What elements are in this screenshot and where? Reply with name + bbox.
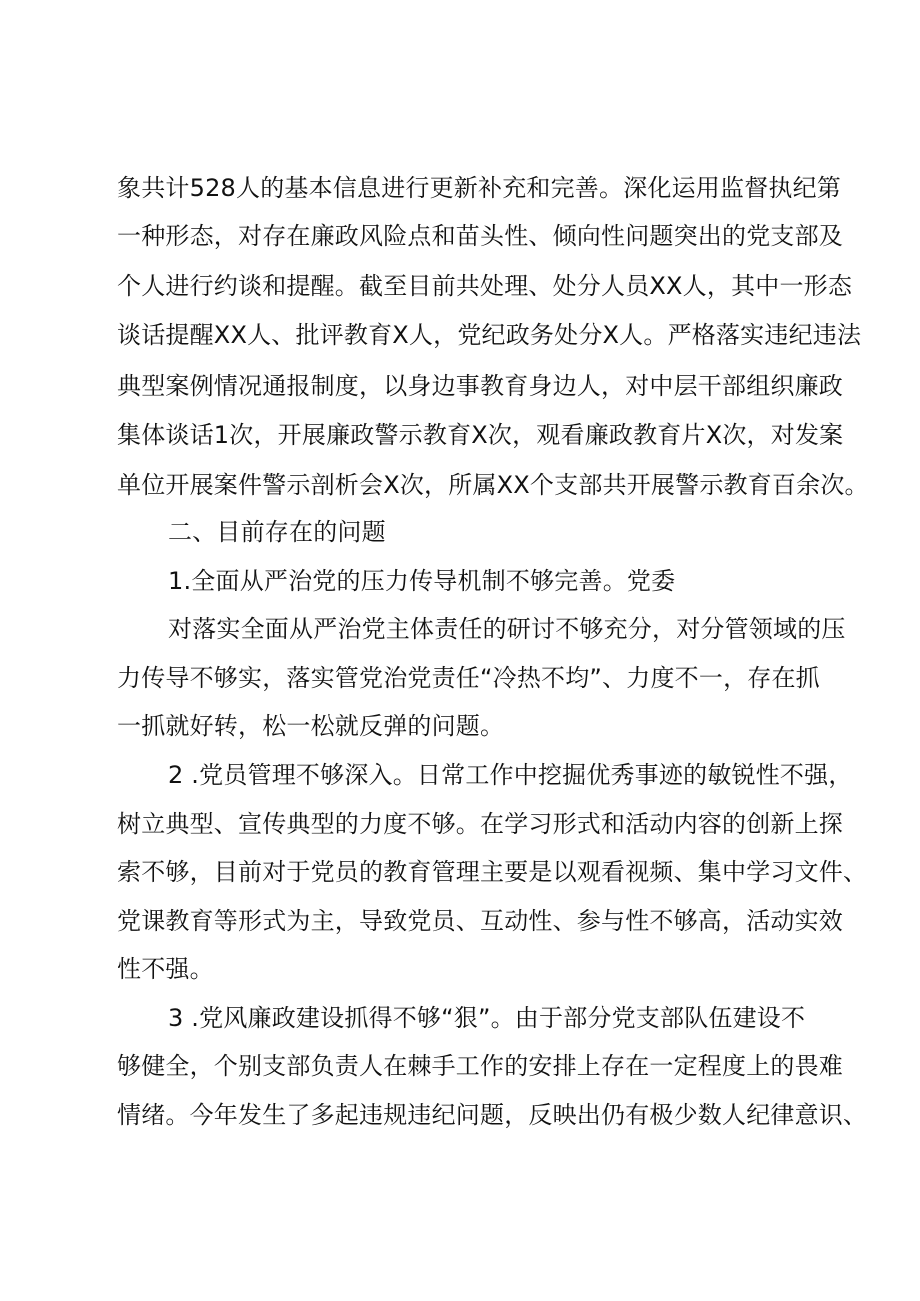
text-line: 一种形态，对存在廉政风险点和苗头性、倾向性问题突出的党支部及 <box>117 222 843 250</box>
issue-heading: 3 .党风廉政建设抓得不够“狠”。由于部分党支部队伍建设不 <box>168 1004 806 1032</box>
text-line: 树立典型、宣传典型的力度不够。在学习形式和活动内容的创新上探 <box>117 810 843 838</box>
text-line: 对落实全面从严治党主体责任的研讨不够充分，对分管领域的压 <box>168 615 846 643</box>
issue-heading: 1.全面从严治党的压力传导机制不够完善。党委 <box>168 567 676 595</box>
text-line: 集体谈话1次，开展廉政警示教育X次，观看廉政教育片X次，对发案 <box>117 421 844 449</box>
text-line: 索不够，目前对于党员的教育管理主要是以观看视频、集中学习文件、 <box>117 858 868 886</box>
issue-heading: 2 .党员管理不够深入。日常工作中挖掘优秀事迹的敏锐性不强， <box>168 761 853 789</box>
text-line: 一抓就好转，松一松就反弹的问题。 <box>117 712 505 740</box>
text-line: 力传导不够实，落实管党治党责任“冷热不均”、力度不一，存在抓 <box>117 664 820 692</box>
text-line: 谈话提醒XX人、批评教育X人，党纪政务处分X人。严格落实违纪违法 <box>117 321 862 349</box>
text-line: 象共计528人的基本信息进行更新补充和完善。深化运用监督执纪第 <box>117 174 842 202</box>
text-line: 情绪。今年发生了多起违规违纪问题，反映出仍有极少数人纪律意识、 <box>117 1101 868 1129</box>
text-line: 个人进行约谈和提醒。截至目前共处理、处分人员XX人，其中一形态 <box>117 272 853 300</box>
text-line: 单位开展案件警示剖析会X次，所属XX个支部共开展警示教育百余次。 <box>117 471 869 499</box>
text-line: 性不强。 <box>117 955 214 983</box>
text-line: 够健全，个别支部负责人在棘手工作的安排上存在一定程度上的畏难 <box>117 1052 843 1080</box>
section-heading: 二、目前存在的问题 <box>168 518 386 546</box>
text-line: 党课教育等形式为主，导致党员、互动性、参与性不够高，活动实效 <box>117 907 843 935</box>
text-line: 典型案例情况通报制度，以身边事教育身边人，对中层干部组织廉政 <box>117 372 843 400</box>
